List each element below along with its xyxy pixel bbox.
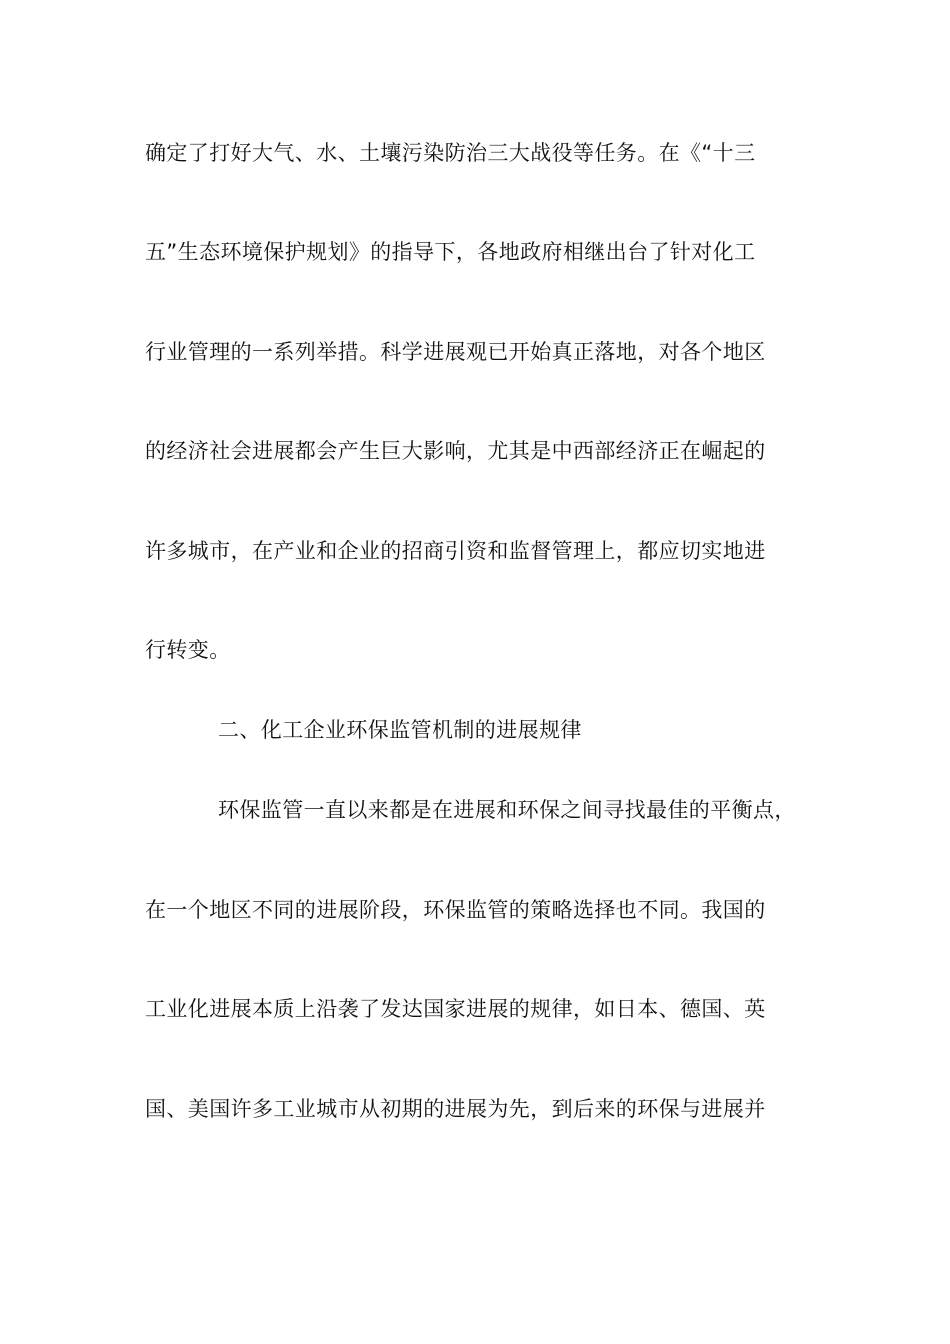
paragraph-line: 国、美国许多工业城市从初期的进展为先，到后来的环保与进展并 <box>145 1097 766 1121</box>
paragraph-line: 行业管理的一系列举措。科学进展观已开始真正落地，对各个地区 <box>145 340 766 364</box>
paragraph-line: 行转变。 <box>145 638 231 662</box>
paragraph-line: 工业化进展本质上沿袭了发达国家进展的规律，如日本、德国、英 <box>145 997 766 1021</box>
paragraph-line: 的经济社会进展都会产生巨大影响，尤其是中西部经济正在崛起的 <box>145 439 766 463</box>
paragraph-line: 环保监管一直以来都是在进展和环保之间寻找最佳的平衡点， <box>218 798 796 822</box>
paragraph-line: 在一个地区不同的进展阶段，环保监管的策略选择也不同。我国的 <box>145 898 766 922</box>
paragraph-line: 许多城市，在产业和企业的招商引资和监督管理上，都应切实地进 <box>145 539 766 563</box>
paragraph-line: 五”生态环境保护规划》的指导下，各地政府相继出台了针对化工 <box>145 240 756 264</box>
paragraph-line: 确定了打好大气、水、土壤污染防治三大战役等任务。在《“十三 <box>145 141 756 165</box>
section-heading: 二、化工企业环保监管机制的进展规律 <box>218 718 582 742</box>
